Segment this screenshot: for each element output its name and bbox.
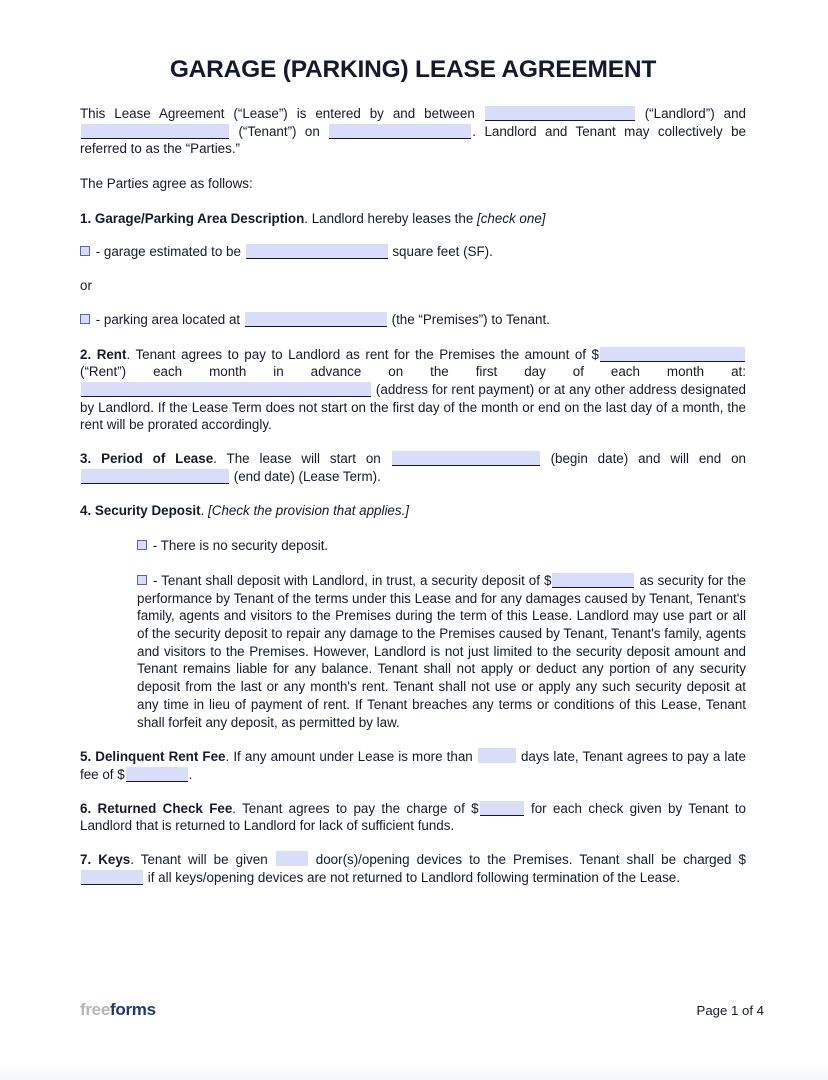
section-1-option-b-post: (the “Premises”) to Tenant. — [391, 311, 550, 327]
section-4-option-a-text: - There is no security deposit. — [152, 538, 329, 554]
security-deposit-amount-blank[interactable] — [552, 573, 634, 588]
section-4-number: 4. — [80, 503, 92, 519]
section-1-or-label: or — [80, 278, 92, 294]
intro-text-3: (“Tenant”) on — [238, 123, 320, 139]
section-4-option-b-pre: - Tenant shall deposit with Landlord, in trust, a security deposit of $ — [153, 572, 552, 588]
section-7-text-3: if all keys/opening devices are not returned to Landlord following termination of the Lease. — [147, 869, 680, 885]
section-5-heading: Delinquent Rent Fee — [95, 749, 226, 765]
section-7-keys — [80, 851, 746, 886]
lease-end-date-blank[interactable] — [81, 469, 229, 484]
section-4-option-b-post: as security for the performance by Tenant of the terms under this Lease and for any damages caused by Tenant, Tenant's family, agents and visitors to the Premises during the term of this Lease. Landlord may use part or all of the security deposit to repair any damage to the Premises caused by Tenant, Tenant's family, agents and visitors to the Premises. However, Landlord is not just limited to the security deposit amount and Tenant remains liable for any balance. Tenant shall not apply or deduct any portion of any security deposit from the last or any month's rent. Tenant shall not use or apply any such security deposit at any time in lieu of payment of rent. If Tenant breaches any terms or conditions of this Lease, Tenant shall forfeit any deposit, as permitted by law. — [137, 572, 746, 730]
delinquent-days-blank[interactable] — [478, 748, 516, 763]
section-2-heading: Rent — [96, 346, 127, 362]
section-1-lead: . Landlord hereby leases the — [304, 210, 474, 226]
section-4-lead: . — [200, 503, 205, 519]
section-4-heading-line — [80, 502, 746, 520]
document-body — [80, 0, 746, 886]
page-bottom-shadow — [0, 1064, 828, 1080]
section-2-text-3: (address for rent payment) or at any other address designated by Landlord. If the Lease Term does not start on the first day of the month or end on the last day of a month, the rent will be prorated accordingly. — [80, 381, 746, 433]
section-7-text-1: . Tenant will be given — [130, 852, 268, 868]
checkbox-has-deposit-icon[interactable] — [137, 575, 147, 585]
garage-sqft-blank[interactable] — [246, 244, 388, 259]
section-1-number: 1. — [80, 210, 92, 226]
lease-begin-date-blank[interactable] — [392, 451, 540, 466]
section-5-text-2: days late, Tenant agrees to pay a late fee of $ — [80, 749, 746, 782]
section-1-option-a-post: square feet (SF). — [392, 244, 493, 260]
intro-text-1: This Lease Agreement (“Lease”) is entered by and between — [80, 105, 475, 121]
section-4-heading: Security Deposit — [94, 503, 201, 519]
section-3-text-3: (end date) (Lease Term). — [233, 468, 381, 484]
section-5-text-1: . If any amount under Lease is more than — [225, 749, 473, 765]
section-4-option-deposit — [80, 572, 746, 731]
section-2-number: 2. — [80, 346, 92, 362]
section-5-delinquent-rent-fee — [80, 748, 746, 783]
tenant-name-blank[interactable] — [81, 124, 229, 139]
intro-text-4: . Landlord and Tenant may collectively be referred to as the “Parties.” — [80, 123, 746, 157]
agreement-date-blank[interactable] — [329, 124, 471, 139]
rent-amount-blank[interactable] — [600, 347, 745, 362]
section-7-number: 7. — [80, 852, 92, 868]
checkbox-garage-icon[interactable] — [80, 246, 90, 256]
section-1-heading-line — [80, 210, 746, 228]
keys-count-blank[interactable] — [276, 851, 308, 866]
page-footer — [80, 1000, 764, 1026]
brand-free-text: free — [80, 1000, 110, 1019]
section-4-option-none — [80, 537, 746, 555]
section-2-text-2: (“Rent”) each month in advance on the first day of each month at: — [80, 364, 746, 380]
section-6-number: 6. — [80, 800, 92, 816]
page-title: GARAGE (PARKING) LEASE AGREEMENT — [169, 56, 657, 83]
section-1-check-one: [check one] — [477, 210, 546, 226]
late-fee-amount-blank[interactable] — [126, 767, 188, 782]
section-7-text-2: door(s)/opening devices to the Premises. Tenant shall be charged $ — [315, 852, 746, 868]
section-3-period — [80, 450, 746, 485]
section-6-text-1: . Tenant agrees to pay the charge of $ — [232, 800, 479, 816]
rent-address-blank[interactable] — [81, 382, 371, 397]
section-2-text-1: . Tenant agrees to pay to Landlord as rent for the Premises the amount of $ — [126, 346, 599, 362]
parking-address-blank[interactable] — [245, 312, 387, 327]
section-3-heading: Period of Lease — [101, 451, 214, 467]
intro-text-2: (“Landlord”) and — [644, 105, 746, 121]
section-1-option-a-pre: - garage estimated to be — [95, 244, 241, 260]
section-7-heading: Keys — [98, 852, 131, 868]
section-1-option-parking — [80, 311, 746, 329]
section-5-text-3: . — [188, 766, 193, 782]
section-1-option-garage — [80, 243, 746, 261]
landlord-name-blank[interactable] — [485, 106, 635, 121]
section-3-number: 3. — [80, 451, 92, 467]
returned-check-fee-blank[interactable] — [480, 801, 524, 816]
section-4-check-provision: [Check the provision that applies.] — [208, 503, 410, 519]
checkbox-parking-icon[interactable] — [80, 314, 90, 324]
brand-forms-text: forms — [110, 1000, 156, 1019]
section-6-returned-check-fee — [80, 800, 746, 835]
intro-paragraph — [80, 105, 746, 158]
checkbox-no-deposit-icon[interactable] — [137, 540, 147, 550]
key-replacement-fee-blank[interactable] — [81, 870, 143, 885]
page-number: Page 1 of 4 — [696, 1003, 764, 1018]
freeforms-logo[interactable] — [80, 1000, 156, 1020]
section-5-number: 5. — [80, 749, 92, 765]
section-6-text-2: for each check given by Tenant to Landlord that is returned to Landlord for lack of sufficient funds. — [80, 800, 747, 834]
section-3-text-2: (begin date) and will end on — [550, 451, 746, 467]
section-3-text-1: . The lease will start on — [213, 451, 381, 467]
parties-agree-line: The Parties agree as follows: — [80, 176, 253, 192]
section-6-heading: Returned Check Fee — [97, 800, 233, 816]
section-1-heading: Garage/Parking Area Description — [94, 210, 305, 226]
section-2-rent — [80, 346, 746, 435]
section-1-option-b-pre: - parking area located at — [95, 311, 241, 327]
